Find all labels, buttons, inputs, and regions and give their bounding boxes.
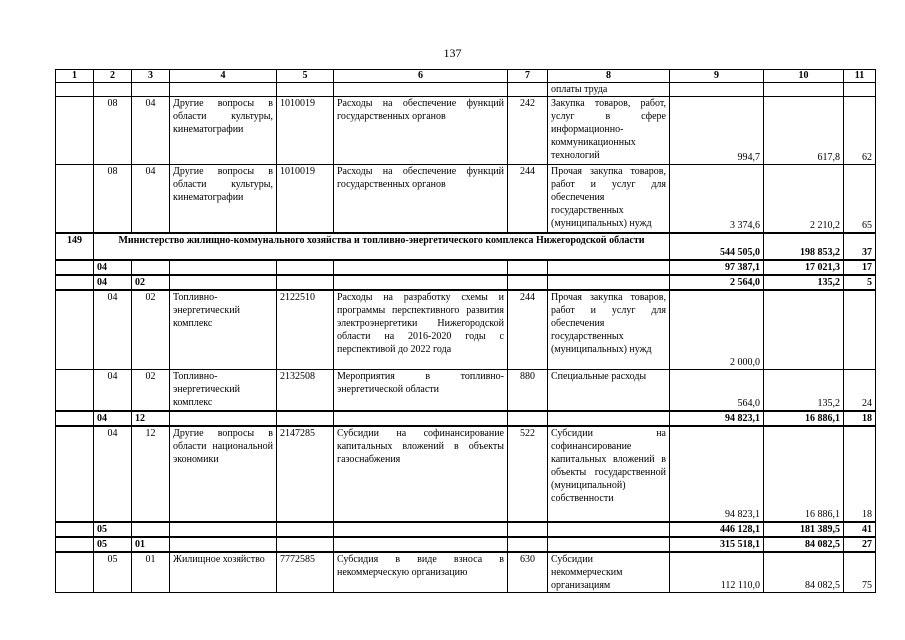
empty-cell (170, 275, 277, 290)
section-code: 04 (94, 260, 132, 275)
empty-cell (277, 522, 334, 537)
amount-actual: 84 082,5 (764, 537, 844, 552)
item-row (56, 97, 876, 165)
item-row (56, 370, 876, 411)
empty-cell (334, 411, 508, 426)
empty-cell (548, 411, 670, 426)
expense-type-name: Закупка товаров, работ, услуг в сфере информационно-коммуникационных технологий (548, 97, 670, 165)
empty-cell (277, 411, 334, 426)
section-code: 04 (94, 290, 132, 370)
subsection-code: 12 (132, 426, 170, 522)
item-row (56, 290, 876, 370)
empty-cell (56, 83, 94, 97)
amount-actual (764, 290, 844, 370)
amount-plan: 2 000,0 (670, 290, 764, 370)
subsection-code: 01 (132, 552, 170, 593)
target-article-code: 2147285 (277, 426, 334, 522)
amount-plan: 112 110,0 (670, 552, 764, 593)
empty-cell (56, 537, 94, 552)
empty-cell (277, 260, 334, 275)
empty-cell (170, 522, 277, 537)
header-cell: 9 (670, 70, 764, 83)
subsection-name: Топливно-энергетический комплекс (170, 290, 277, 370)
page-number: 137 (443, 46, 462, 60)
amount-plan: 3 374,6 (670, 165, 764, 233)
empty-cell (334, 537, 508, 552)
ministry-title: Министерство жилищно-коммунального хозяйства и топливно-энергетического комплекса Нижегородской области (94, 233, 670, 260)
empty-cell (508, 537, 548, 552)
budget-table (55, 69, 876, 593)
empty-cell (334, 522, 508, 537)
empty-cell (277, 83, 334, 97)
subsection-code: 02 (132, 370, 170, 411)
table-header-row (56, 70, 876, 83)
expense-type-name: Субсидии некоммерческим организациям (548, 552, 670, 593)
empty-cell (548, 537, 670, 552)
subsection-name: Другие вопросы в области культуры, кинематографии (170, 165, 277, 233)
header-cell: 8 (548, 70, 670, 83)
percent: 41 (844, 522, 876, 537)
target-article-name: Мероприятия в топливно-энергетической области (334, 370, 508, 411)
empty-cell (334, 275, 508, 290)
empty-cell (508, 83, 548, 97)
section-code: 04 (94, 275, 132, 290)
continuation-row (56, 83, 876, 97)
empty-cell (56, 552, 94, 593)
expense-type-code: 244 (508, 165, 548, 233)
percent: 24 (844, 370, 876, 411)
amount-plan: 544 505,0 (670, 233, 764, 260)
table-body (56, 70, 876, 593)
target-article-name: Субсидии на софинансирование капитальных вложений в объекты газоснабжения (334, 426, 508, 522)
section-code: 04 (94, 370, 132, 411)
empty-cell (548, 522, 670, 537)
header-cell: 10 (764, 70, 844, 83)
percent: 37 (844, 233, 876, 260)
target-article-name: Расходы на обеспечение функций государственных органов (334, 97, 508, 165)
header-cell: 2 (94, 70, 132, 83)
subtotal-row (56, 275, 876, 290)
header-cell: 11 (844, 70, 876, 83)
empty-cell (56, 522, 94, 537)
amount-plan: 2 564,0 (670, 275, 764, 290)
empty-cell (764, 83, 844, 97)
expense-type-name: Прочая закупка товаров, работ и услуг для обеспечения государственных (муниципальных) нужд (548, 165, 670, 233)
header-cell: 4 (170, 70, 277, 83)
amount-plan: 994,7 (670, 97, 764, 165)
subsection-code: 01 (132, 537, 170, 552)
expense-type-code: 880 (508, 370, 548, 411)
empty-cell (170, 260, 277, 275)
empty-cell (277, 275, 334, 290)
subtotal-row (56, 537, 876, 552)
expense-type-name: Специальные расходы (548, 370, 670, 411)
subsection-code: 04 (132, 165, 170, 233)
empty-cell (170, 411, 277, 426)
target-article-name: Субсидия в виде взноса в некоммерческую организацию (334, 552, 508, 593)
subsection-code (132, 260, 170, 275)
section-code: 04 (94, 426, 132, 522)
subtotal-row (56, 260, 876, 275)
empty-cell (670, 83, 764, 97)
empty-cell (56, 426, 94, 522)
header-cell: 3 (132, 70, 170, 83)
empty-cell (508, 260, 548, 275)
empty-cell (548, 260, 670, 275)
target-article-code: 2122510 (277, 290, 334, 370)
subsection-code: 04 (132, 97, 170, 165)
amount-plan: 564,0 (670, 370, 764, 411)
empty-cell (132, 83, 170, 97)
empty-cell (56, 411, 94, 426)
expense-type-code: 242 (508, 97, 548, 165)
amount-actual: 617,8 (764, 97, 844, 165)
header-cell: 7 (508, 70, 548, 83)
amount-plan: 97 387,1 (670, 260, 764, 275)
empty-cell (170, 83, 277, 97)
percent: 18 (844, 411, 876, 426)
amount-actual: 198 853,2 (764, 233, 844, 260)
empty-cell (334, 260, 508, 275)
target-article-code: 7772585 (277, 552, 334, 593)
empty-cell (508, 275, 548, 290)
subsection-code: 12 (132, 411, 170, 426)
percent: 62 (844, 97, 876, 165)
amount-plan: 315 518,1 (670, 537, 764, 552)
empty-cell (277, 537, 334, 552)
amount-actual: 2 210,2 (764, 165, 844, 233)
amount-actual: 181 389,5 (764, 522, 844, 537)
empty-cell (548, 275, 670, 290)
percent: 5 (844, 275, 876, 290)
header-cell: 1 (56, 70, 94, 83)
section-code: 08 (94, 165, 132, 233)
header-cell: 6 (334, 70, 508, 83)
empty-cell (170, 537, 277, 552)
expense-type-code: 522 (508, 426, 548, 522)
target-article-code: 1010019 (277, 97, 334, 165)
percent (844, 290, 876, 370)
target-article-code: 1010019 (277, 165, 334, 233)
subtotal-row (56, 522, 876, 537)
percent: 65 (844, 165, 876, 233)
amount-actual: 16 886,1 (764, 426, 844, 522)
amount-plan: 446 128,1 (670, 522, 764, 537)
subtotal-row (56, 411, 876, 426)
target-article-name: Расходы на разработку схемы и программы перспективного развития электроэнергетики Нижегородской области на 2016-2020 годы с перспективой до 2022 года (334, 290, 508, 370)
empty-cell (56, 275, 94, 290)
section-code: 04 (94, 411, 132, 426)
amount-actual: 16 886,1 (764, 411, 844, 426)
subsection-name: Топливно-энергетический комплекс (170, 370, 277, 411)
percent: 75 (844, 552, 876, 593)
percent: 27 (844, 537, 876, 552)
percent: 17 (844, 260, 876, 275)
subsection-code (132, 522, 170, 537)
amount-actual: 17 021,3 (764, 260, 844, 275)
item-row (56, 165, 876, 233)
empty-cell (56, 165, 94, 233)
target-article-code: 2132508 (277, 370, 334, 411)
section-code: 05 (94, 537, 132, 552)
empty-cell (56, 260, 94, 275)
section-code: 08 (94, 97, 132, 165)
subsection-name: Другие вопросы в области культуры, кинематографии (170, 97, 277, 165)
amount-actual: 135,2 (764, 275, 844, 290)
empty-cell (56, 370, 94, 411)
empty-cell (94, 83, 132, 97)
item-row (56, 552, 876, 593)
amount-plan: 94 823,1 (670, 426, 764, 522)
ministry-code: 149 (56, 233, 94, 260)
empty-cell (56, 290, 94, 370)
expense-type-name: Субсидии на софинансирование капитальных вложений в объекты государственной (муниципальной) собственности (548, 426, 670, 522)
section-code: 05 (94, 522, 132, 537)
expense-type-code: 244 (508, 290, 548, 370)
target-article-name: Расходы на обеспечение функций государственных органов (334, 165, 508, 233)
subsection-name: Жилищное хозяйство (170, 552, 277, 593)
ministry-row (56, 233, 876, 260)
empty-cell (334, 83, 508, 97)
empty-cell (844, 83, 876, 97)
section-code: 05 (94, 552, 132, 593)
percent: 18 (844, 426, 876, 522)
expense-type-name: Прочая закупка товаров, работ и услуг для обеспечения государственных (муниципальных) нужд (548, 290, 670, 370)
subsection-code: 02 (132, 275, 170, 290)
header-cell: 5 (277, 70, 334, 83)
empty-cell (508, 411, 548, 426)
amount-actual: 84 082,5 (764, 552, 844, 593)
empty-cell (56, 97, 94, 165)
item-row (56, 426, 876, 522)
expense-type-name: оплаты труда (548, 83, 670, 97)
expense-type-code: 630 (508, 552, 548, 593)
amount-plan: 94 823,1 (670, 411, 764, 426)
amount-actual: 135,2 (764, 370, 844, 411)
subsection-code: 02 (132, 290, 170, 370)
subsection-name: Другие вопросы в области национальной экономики (170, 426, 277, 522)
empty-cell (508, 522, 548, 537)
